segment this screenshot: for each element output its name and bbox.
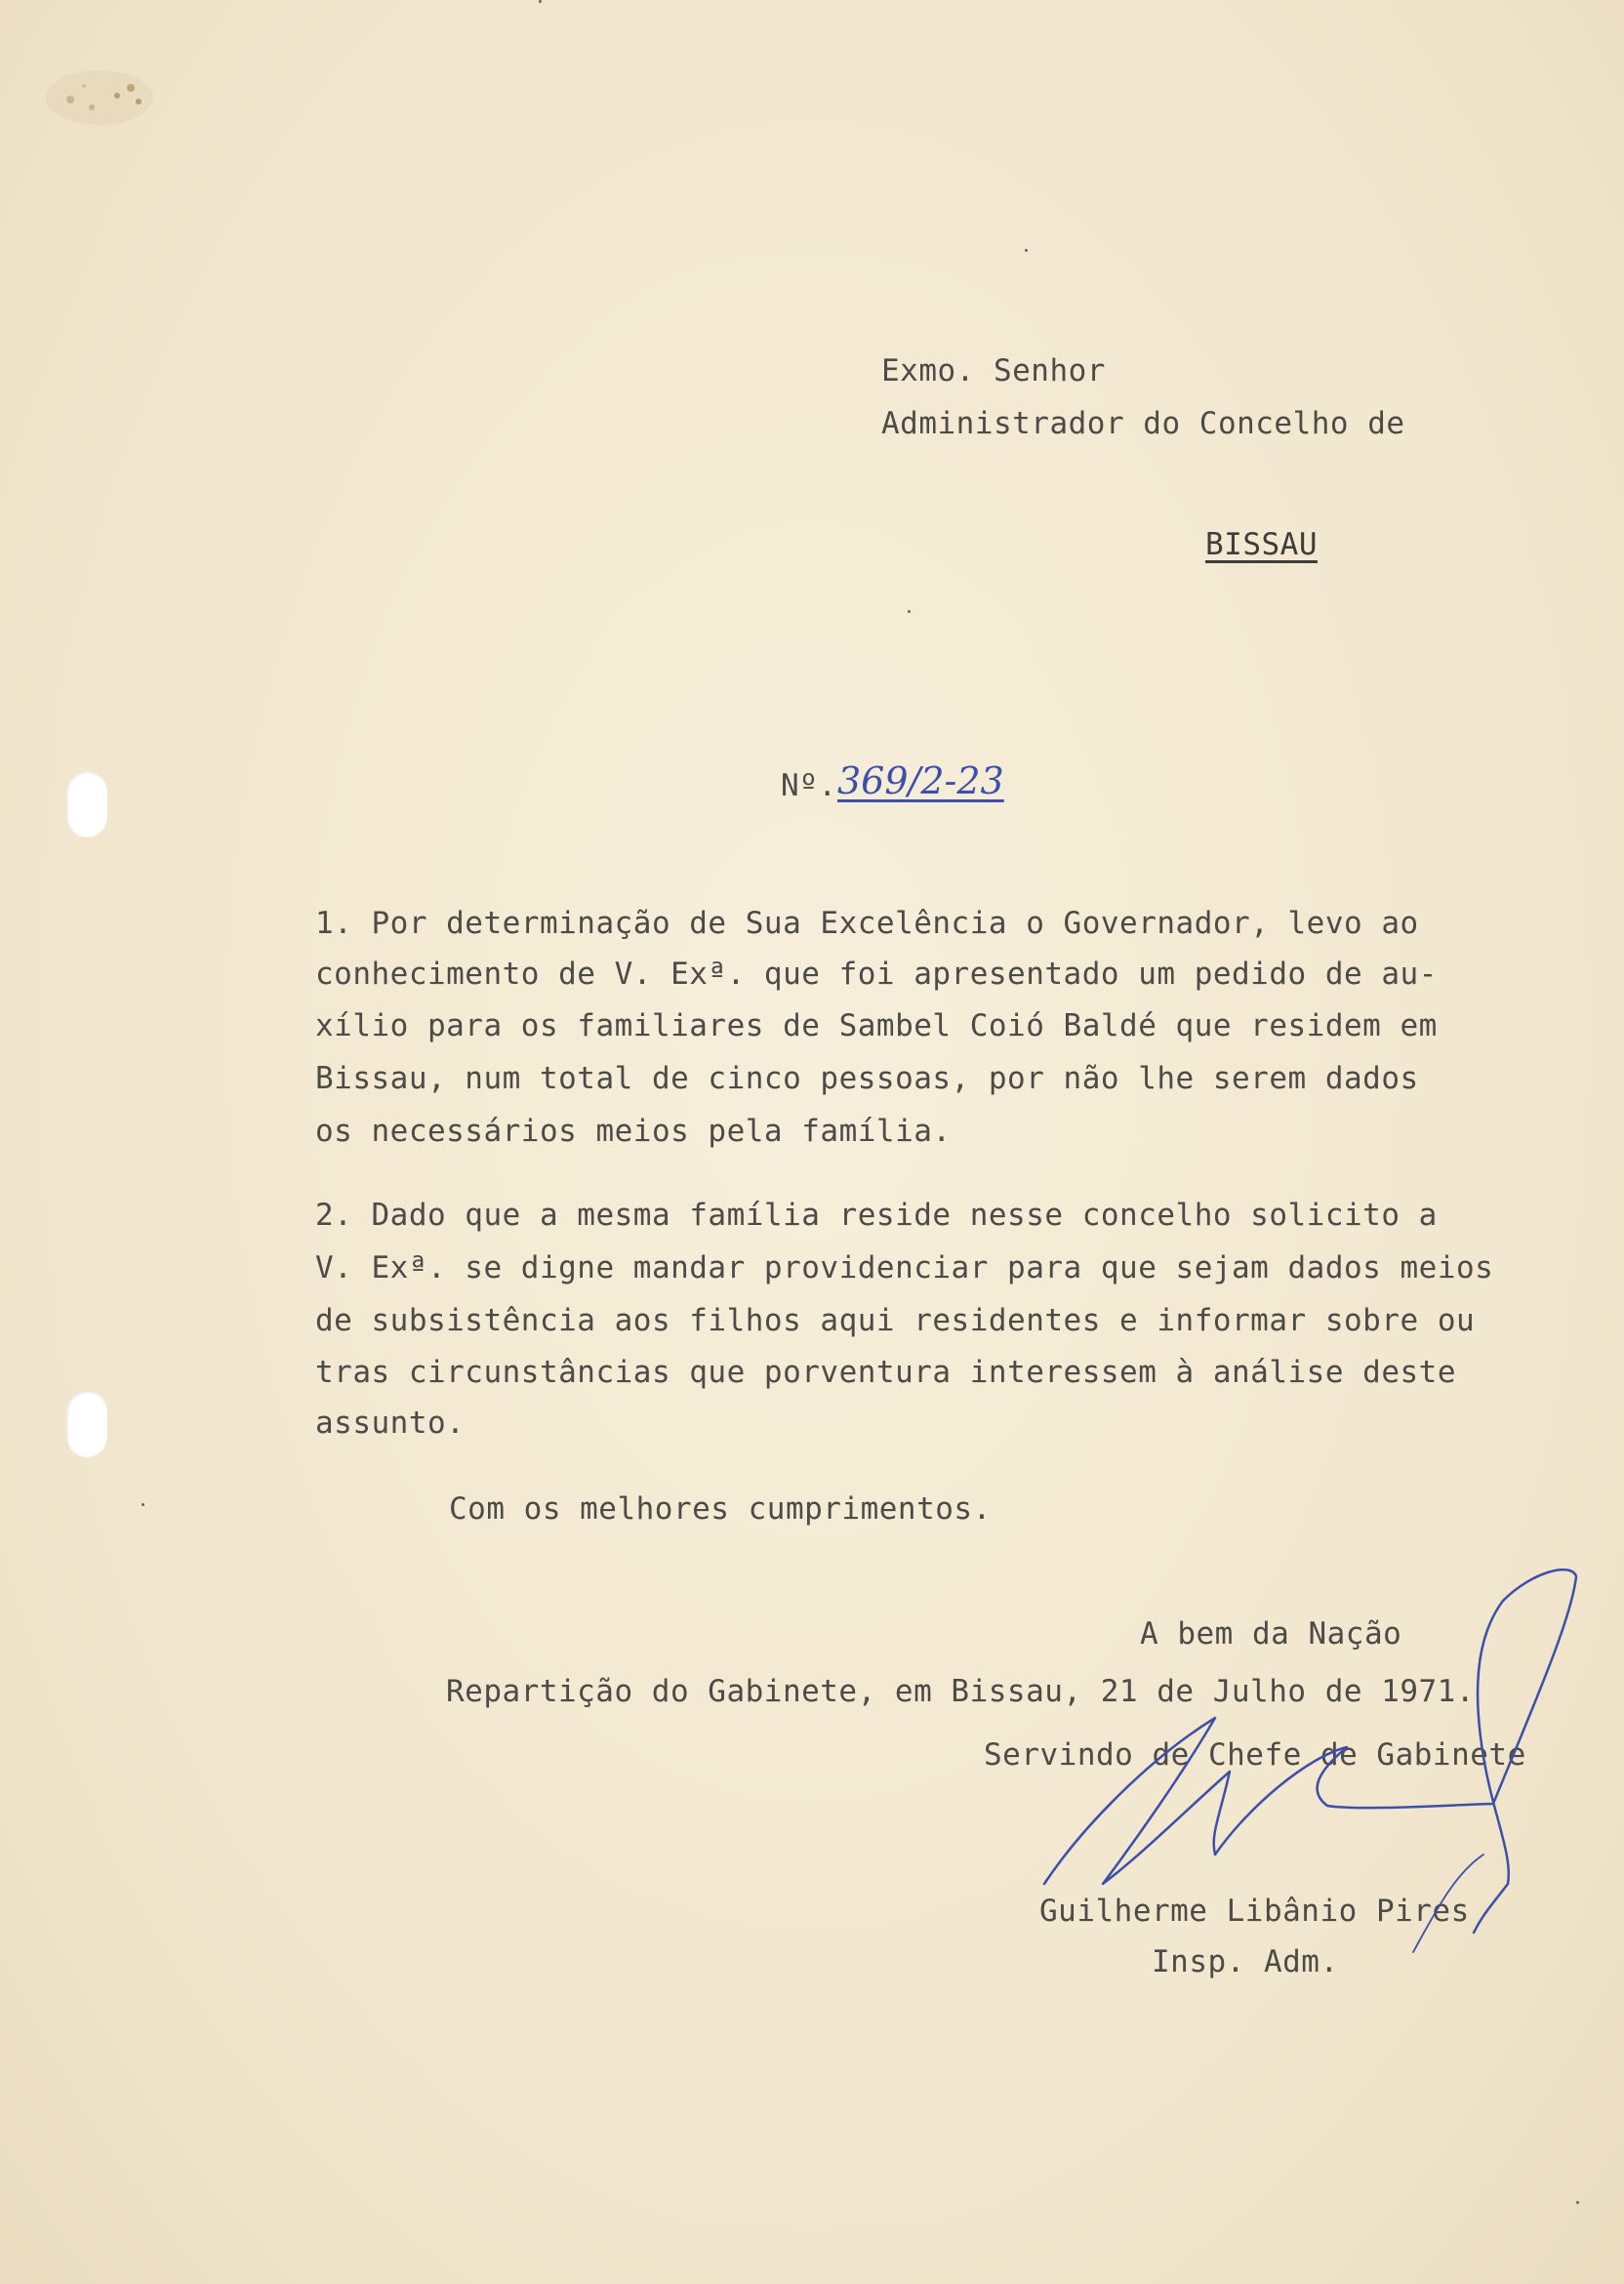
paragraph-1-line: xílio para os familiares de Sambel Coió Baldé que residem em [315, 1008, 1438, 1043]
paragraph-1-line: conhecimento de V. Exª. que foi apresentado um pedido de au- [315, 957, 1438, 992]
paragraph-1-line: Bissau, num total de cinco pessoas, por não lhe serem dados [315, 1061, 1419, 1096]
paragraph-1-line: os necessários meios pela família. [315, 1114, 952, 1149]
paper-speck [539, 0, 542, 3]
place-date: Repartição do Gabinete, em Bissau, 21 de Julho de 1971. [446, 1674, 1475, 1709]
paper-speck [1576, 2201, 1579, 2204]
punch-hole-bottom [66, 1391, 107, 1457]
paragraph-2-line: assunto. [315, 1406, 466, 1441]
paragraph-2-line: tras circunstâncias que porventura interessem à análise deste [315, 1355, 1456, 1390]
signatory-name: Guilherme Libânio Pires [1039, 1894, 1470, 1929]
signatory-title: Insp. Adm. [1152, 1944, 1339, 1979]
paper-speck [142, 1503, 144, 1506]
handwritten-signature [1025, 1562, 1601, 1972]
reference-handwritten-number: 369/2-23 [837, 759, 1004, 802]
motto: A bem da Nação [1140, 1616, 1402, 1652]
addressee-place: BISSAU [1205, 527, 1318, 562]
closing-line: Com os melhores cumprimentos. [449, 1491, 992, 1527]
addressee-title: Administrador do Concelho de [881, 406, 1405, 441]
paragraph-1-line: 1. Por determinação de Sua Excelência o Governador, levo ao [315, 906, 1419, 941]
paper-speck [1025, 249, 1028, 252]
punch-hole-top [66, 771, 107, 837]
reference-prefix: Nº. [781, 768, 837, 803]
paper-stain [41, 59, 168, 137]
addressee-salutation: Exmo. Senhor [881, 353, 1106, 388]
signatory-role: Servindo de Chefe de Gabinete [984, 1737, 1526, 1773]
paragraph-2-line: 2. Dado que a mesma família reside nesse concelho solicito a [315, 1198, 1438, 1233]
paragraph-2-line: V. Exª. se digne mandar providenciar para que sejam dados meios [315, 1250, 1494, 1285]
paper-speck [908, 610, 911, 613]
paragraph-2-line: de subsistência aos filhos aqui residentes e informar sobre ou [315, 1303, 1476, 1338]
